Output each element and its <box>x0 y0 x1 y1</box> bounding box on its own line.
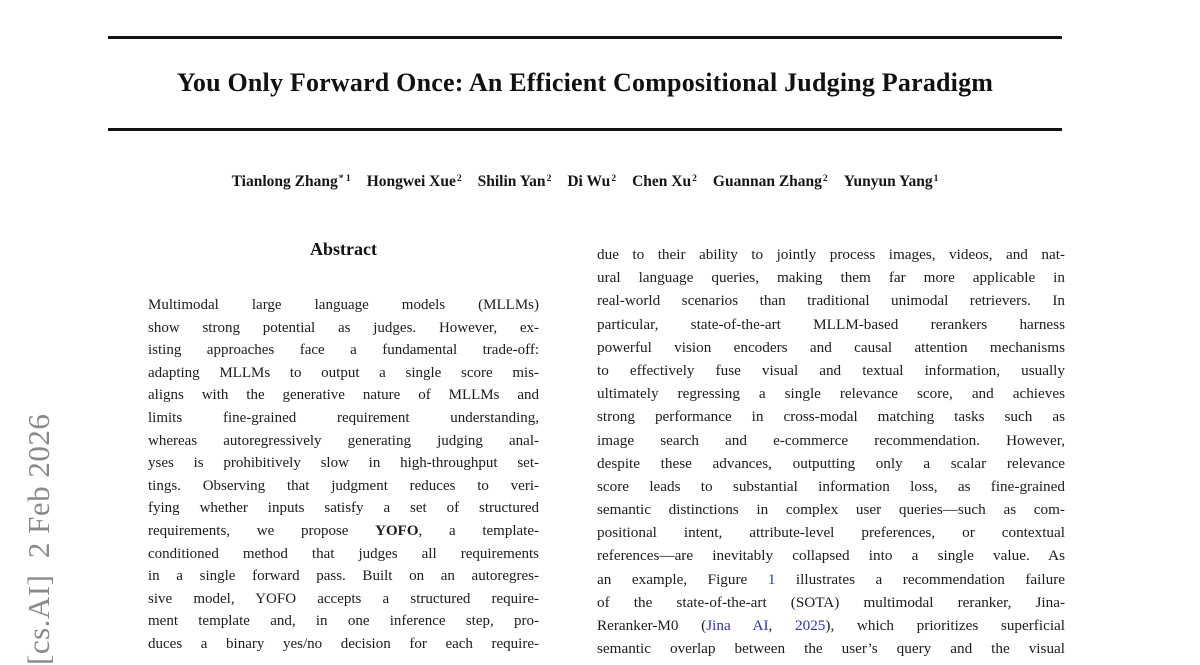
author <box>478 173 552 190</box>
abstract-line: whereas autoregressively generating judging anal- <box>148 432 539 449</box>
abstract-line: duces a binary yes/no decision for each require- <box>148 635 539 652</box>
abstract-line: Multimodal large language models (MLLMs) <box>148 297 539 313</box>
author-affiliation-mark: 1 <box>933 173 939 185</box>
body-line: particular, state-of-the-art MLLM-based rerankers harness <box>597 315 1065 333</box>
body-line: image search and e-commerce recommendation. However, <box>597 431 1065 449</box>
author <box>367 173 462 190</box>
body-line: due to their ability to jointly process images, videos, and nat- <box>597 246 1065 263</box>
author-name: Hongwei Xue <box>366 173 456 190</box>
body-line-text: Reranker-M0 ( <box>597 617 707 634</box>
abstract-line: ment template and, in one inference step, pro- <box>148 613 539 630</box>
body-line: to effectively fuse visual and textual information, usually <box>597 361 1065 379</box>
abstract-line: limits fine-grained requirement understanding, <box>148 409 539 426</box>
body-line-text: , <box>768 617 796 634</box>
abstract-heading: Abstract <box>310 239 377 259</box>
abstract-line: yses is prohibitively slow in high-throughput set- <box>148 455 539 472</box>
body-line <box>597 614 1065 637</box>
body-line: powerful vision encoders and causal attention mechanisms <box>597 338 1065 356</box>
body-line: score leads to substantial information loss, as fine-grained <box>597 477 1065 495</box>
author-affiliation-mark: 2 <box>611 173 617 185</box>
author-affiliation-mark: 2 <box>822 173 828 185</box>
abstract-line-text: requirements, we propose <box>148 522 376 539</box>
abstract-line: fying whether inputs satisfy a set of structured <box>148 500 539 517</box>
abstract-column <box>148 238 539 656</box>
abstract-line: tings. Observing that judgment reduces to veri- <box>148 477 539 494</box>
body-line-text: illustrates a recommendation failure <box>775 570 1065 588</box>
abstract-line: isting approaches face a fundamental trade-off: <box>148 342 539 359</box>
abstract-line: aligns with the generative nature of MLLMs and <box>148 387 539 404</box>
body-line-clipped: semantic overlap between the user’s query and the visual <box>597 640 1065 658</box>
body-line-text: ), which prioritizes superficial <box>825 617 1065 634</box>
author-affiliation-mark: 2 <box>692 173 697 185</box>
body-line: references—are inevitably collapsed into a single value. As <box>597 547 1065 565</box>
body-line: of the state-of-the-art (SOTA) multimodal reranker, Jina- <box>597 593 1065 611</box>
jina-ai-citation-link[interactable]: Jina AI <box>706 617 769 634</box>
paper-title: You Only Forward Once: An Efficient Compositional Judging Paradigm <box>176 68 994 97</box>
body-line: strong performance in cross-modal matching tasks such as <box>597 408 1065 426</box>
abstract-line <box>148 520 539 543</box>
body-line <box>597 568 1065 591</box>
title-rule-top <box>108 36 1062 39</box>
body-line: despite these advances, outputting only a scalar relevance <box>597 454 1065 472</box>
body-line: ultimately regressing a single relevance score, and achieves <box>597 385 1065 403</box>
abstract-line: sive model, YOFO accepts a structured require- <box>148 590 539 607</box>
author-name: Tianlong Zhang <box>231 173 338 190</box>
author-line <box>88 173 1082 191</box>
figure-1-link[interactable]: 1 <box>767 570 776 588</box>
author-affiliation-mark: * 1 <box>338 173 351 185</box>
yofo-method-name: YOFO <box>375 522 419 539</box>
abstract-line: in a single forward pass. Built on an autoregres- <box>148 568 539 585</box>
body-line: positional intent, attribute-level preferences, or contextual <box>597 524 1065 542</box>
body-line-text: an example, Figure <box>597 570 768 588</box>
author <box>232 173 351 190</box>
author-name: Yunyun Yang <box>843 173 933 190</box>
author-affiliation-mark: 2 <box>456 173 462 185</box>
abstract-line: adapting MLLMs to output a single score mis- <box>148 364 539 381</box>
author-name: Guannan Zhang <box>712 173 822 190</box>
abstract-line: conditioned method that judges all requirements <box>148 545 539 562</box>
author <box>632 173 697 190</box>
author <box>567 173 616 190</box>
arxiv-stamp: [cs.AI] 2 Feb 2026 <box>21 413 56 665</box>
title-rule-bottom <box>108 128 1062 131</box>
body-line: ural language queries, making them far more applicable in <box>597 269 1065 287</box>
citation-year-link[interactable]: 2025 <box>795 617 826 634</box>
author <box>713 173 828 190</box>
author-name: Di Wu <box>567 173 611 190</box>
body-line: semantic distinctions in complex user queries—such as com- <box>597 501 1065 519</box>
body-line: real-world scenarios than traditional unimodal retrievers. In <box>597 292 1065 310</box>
abstract-line-text: , a template- <box>418 522 539 539</box>
author-affiliation-mark: 2 <box>546 173 552 185</box>
author-name: Shilin Yan <box>477 173 546 190</box>
abstract-line: show strong potential as judges. However, ex- <box>148 319 539 336</box>
introduction-column <box>597 243 1065 660</box>
author <box>844 173 939 190</box>
author-name: Chen Xu <box>632 173 692 190</box>
